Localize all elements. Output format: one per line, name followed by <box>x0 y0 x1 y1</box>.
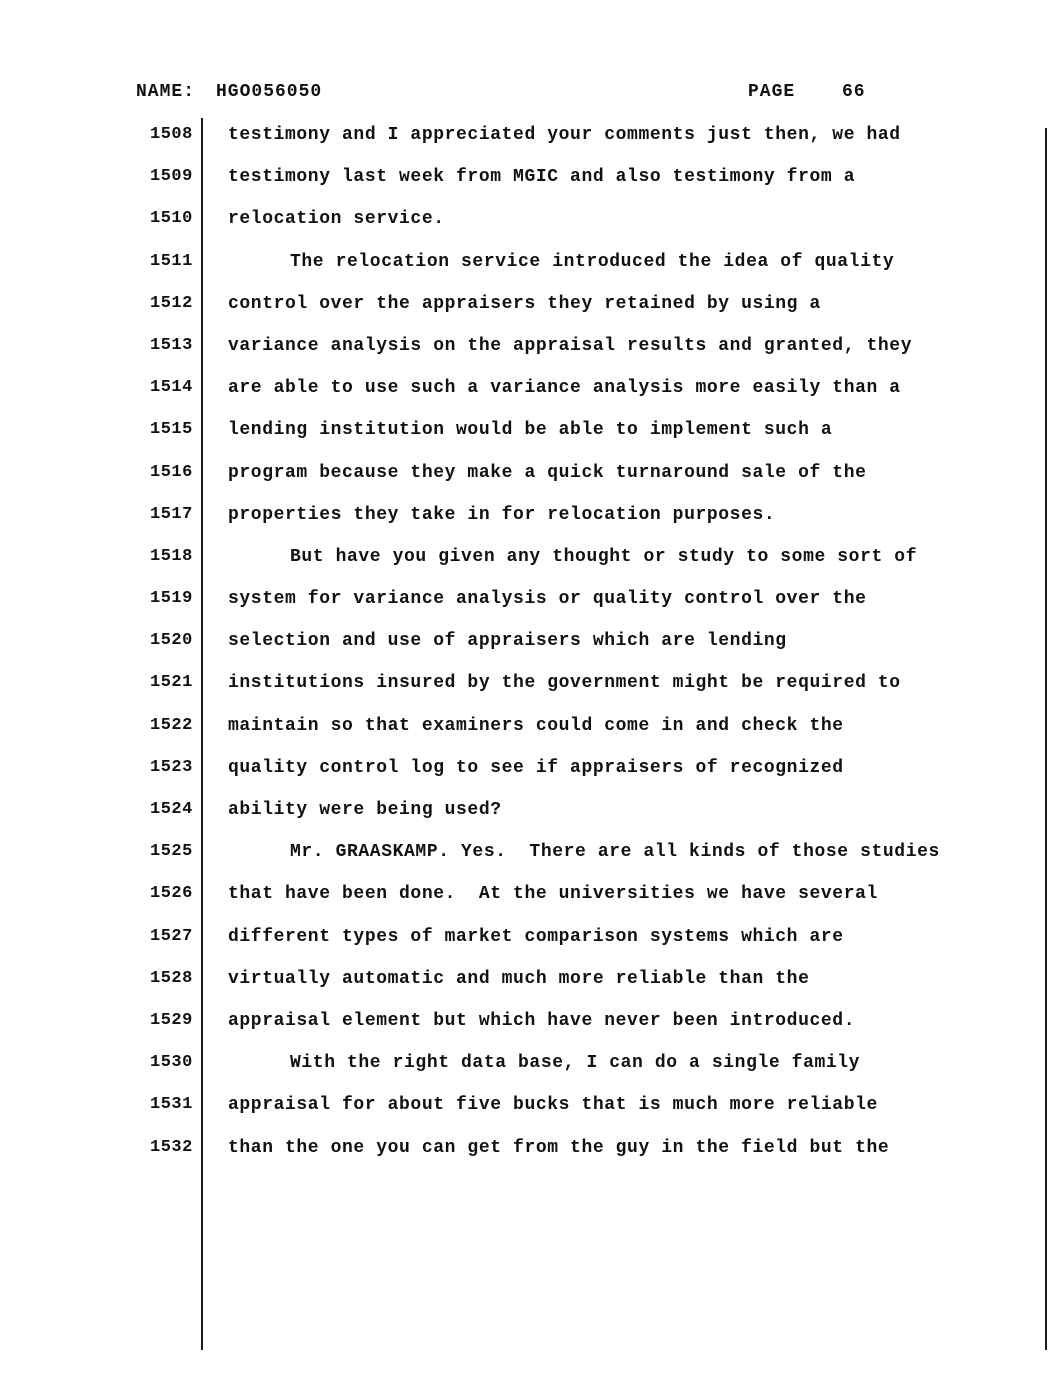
transcript-line <box>0 838 1062 880</box>
transcript-line <box>0 712 1062 754</box>
line-text: But have you given any thought or study to some sort of <box>290 546 918 567</box>
line-number: 1510 <box>150 209 193 229</box>
line-number: 1516 <box>150 462 193 482</box>
line-text: different types of market comparison systems which are <box>228 926 844 947</box>
line-number: 1522 <box>150 715 193 735</box>
transcript-line <box>0 374 1062 416</box>
transcript-line <box>0 121 1062 163</box>
line-text: properties they take in for relocation purposes. <box>228 504 776 525</box>
line-text: institutions insured by the government might be required to <box>228 673 901 694</box>
line-text: quality control log to see if appraisers of recognized <box>228 757 844 778</box>
line-number: 1528 <box>150 968 193 988</box>
line-number: 1512 <box>150 293 193 313</box>
line-number: 1524 <box>150 800 193 819</box>
line-text: selection and use of appraisers which are lending <box>228 631 787 652</box>
transcript-line <box>0 754 1062 796</box>
line-number: 1526 <box>150 884 193 904</box>
page-number: 66 <box>842 82 866 102</box>
line-text: system for variance analysis or quality control over the <box>228 589 867 610</box>
line-text: than the one you can get from the guy in the field but the <box>228 1137 890 1158</box>
transcript-line <box>0 627 1062 669</box>
line-number: 1530 <box>150 1053 193 1073</box>
line-number: 1519 <box>150 589 193 609</box>
line-number: 1525 <box>150 842 193 862</box>
line-number: 1517 <box>150 504 193 524</box>
line-number: 1527 <box>150 926 193 946</box>
transcript-line <box>0 1007 1062 1049</box>
transcript-line <box>0 1091 1062 1133</box>
transcript-line <box>0 501 1062 543</box>
line-number: 1520 <box>150 631 193 651</box>
line-text: testimony and I appreciated your comments just then, we had <box>228 125 901 145</box>
transcript-line <box>0 459 1062 501</box>
line-text: that have been done. At the universities we have several <box>228 884 878 905</box>
line-text: maintain so that examiners could come in and check the <box>228 715 844 736</box>
line-text: With the right data base, I can do a single family <box>290 1053 861 1074</box>
transcript-line <box>0 669 1062 711</box>
name-value: HGO056050 <box>216 82 323 102</box>
transcript-line <box>0 1049 1062 1091</box>
line-text: The relocation service introduced the idea of quality <box>290 251 895 272</box>
line-text: testimony last week from MGIC and also testimony from a <box>228 167 856 188</box>
transcript-line <box>0 205 1062 247</box>
line-number: 1509 <box>150 167 193 187</box>
transcript-line <box>0 416 1062 458</box>
line-text: virtually automatic and much more reliable than the <box>228 968 810 989</box>
line-text: relocation service. <box>228 209 445 230</box>
line-number: 1513 <box>150 335 193 355</box>
line-text: appraisal for about five bucks that is much more reliable <box>228 1095 878 1116</box>
transcript-line <box>0 923 1062 965</box>
line-number: 1523 <box>150 757 193 777</box>
line-text: program because they make a quick turnaround sale of the <box>228 462 867 483</box>
line-text: appraisal element but which have never been introduced. <box>228 1010 856 1031</box>
line-text: Mr. GRAASKAMP. Yes. There are all kinds of those studies <box>290 842 940 863</box>
line-number: 1514 <box>150 378 193 398</box>
line-number: 1532 <box>150 1137 193 1157</box>
page-label: PAGE <box>748 82 796 102</box>
transcript-line <box>0 1134 1062 1176</box>
line-number: 1515 <box>150 420 193 440</box>
line-text: are able to use such a variance analysis more easily than a <box>228 378 901 399</box>
transcript-line <box>0 965 1062 1007</box>
transcript-line <box>0 163 1062 205</box>
line-text: control over the appraisers they retained by using a <box>228 293 821 314</box>
transcript-body <box>0 121 1062 1176</box>
line-number: 1518 <box>150 546 193 566</box>
transcript-line <box>0 880 1062 922</box>
page-header <box>136 82 896 106</box>
transcript-line <box>0 332 1062 374</box>
line-number: 1531 <box>150 1095 193 1115</box>
name-label: NAME: <box>136 82 196 102</box>
transcript-line <box>0 290 1062 332</box>
transcript-line <box>0 248 1062 290</box>
line-text: lending institution would be able to implement such a <box>228 420 833 441</box>
transcript-line <box>0 585 1062 627</box>
transcript-line <box>0 796 1062 838</box>
line-number: 1511 <box>150 251 193 271</box>
line-number: 1529 <box>150 1010 193 1030</box>
line-number: 1508 <box>150 125 193 144</box>
line-text: variance analysis on the appraisal results and granted, they <box>228 335 913 356</box>
transcript-line <box>0 543 1062 585</box>
line-number: 1521 <box>150 673 193 693</box>
line-text: ability were being used? <box>228 800 502 820</box>
